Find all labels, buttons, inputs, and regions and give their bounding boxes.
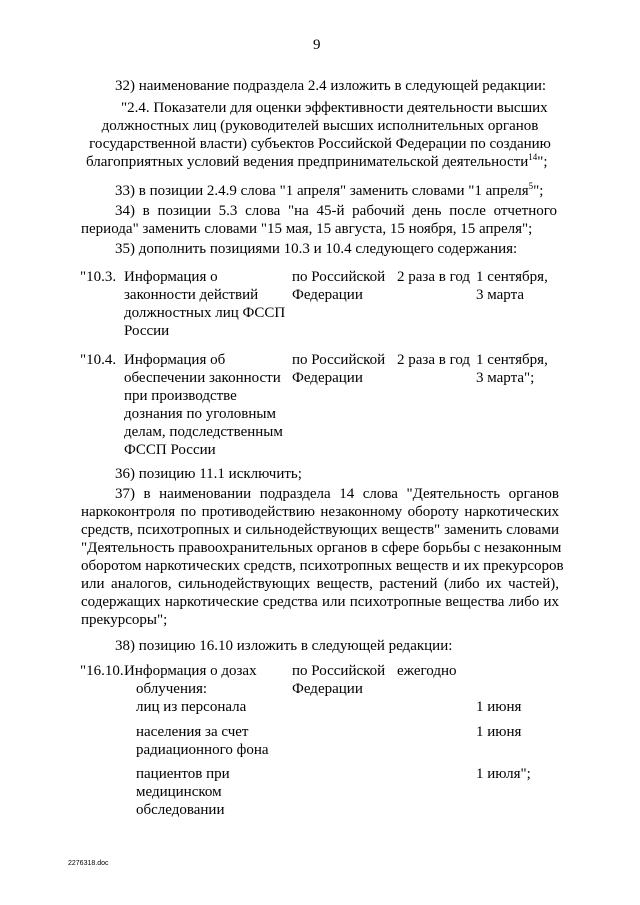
quote-line-4 bbox=[86, 153, 548, 171]
item-37-line-1: 37) в наименовании подраздела 14 слова "Деятельность органов bbox=[115, 486, 559, 502]
item-37-line-7: содержащих наркотические средства или психотропные вещества либо их bbox=[81, 594, 559, 610]
subitem-personnel-date: 1 июня bbox=[476, 699, 522, 715]
row-10-3-info-3: должностных лиц ФССП bbox=[124, 305, 286, 321]
row-10-4-info-3: при производстве bbox=[124, 388, 237, 404]
subitem-population-date: 1 июня bbox=[476, 724, 522, 740]
footnote-5: 5 bbox=[528, 181, 534, 191]
footnote-14: 14 bbox=[528, 152, 538, 162]
item-36: 36) позицию 11.1 исключить; bbox=[115, 466, 302, 482]
row-10-3-date-2: 3 марта bbox=[476, 287, 524, 303]
subitem-population-label-2: радиационного фона bbox=[136, 742, 269, 758]
subitem-patients-date: 1 июля"; bbox=[476, 766, 531, 782]
row-10-4-info-5: делам, подследственным bbox=[124, 424, 283, 440]
subitem-patients-label-2: медицинском bbox=[136, 784, 222, 800]
row-10-3-info-4: России bbox=[124, 323, 170, 339]
subitem-patients-label-1: пациентов при bbox=[136, 766, 230, 782]
row-16-10-scope-1: по Российской bbox=[292, 663, 386, 679]
row-10-3-number: "10.3. bbox=[80, 269, 117, 285]
row-16-10-info-1: Информация о дозах bbox=[124, 663, 257, 679]
subitem-personnel-label: лиц из персонала bbox=[136, 699, 247, 715]
row-10-3-info-1: Информация о bbox=[124, 269, 218, 285]
row-10-4-frequency: 2 раза в год bbox=[397, 352, 471, 368]
item-34-line-2: периода" заменить словами "15 мая, 15 августа, 15 ноября, 15 апреля"; bbox=[81, 221, 533, 237]
item-38: 38) позицию 16.10 изложить в следующей редакции: bbox=[115, 638, 453, 654]
item-37-line-2: наркоконтроля по противодействию незаконному обороту наркотических bbox=[81, 504, 559, 520]
row-10-4-date-1: 1 сентября, bbox=[476, 352, 548, 368]
quote-line-1: "2.4. Показатели для оценки эффективности деятельности высших bbox=[121, 100, 548, 116]
item-37-line-5: оборотом наркотических средств, психотропных веществ и их прекурсоров bbox=[81, 558, 564, 574]
row-10-4-scope-1: по Российской bbox=[292, 352, 386, 368]
item-34-line-1: 34) в позиции 5.3 слова "на 45-й рабочий день после отчетного bbox=[115, 203, 557, 219]
item-33 bbox=[115, 182, 543, 200]
footer-filename: 2276318.doc bbox=[68, 860, 109, 867]
row-10-3-frequency: 2 раза в год bbox=[397, 269, 471, 285]
quote-line-2: должностных лиц (руководителей высших исполнительных органов bbox=[101, 118, 539, 134]
item-35: 35) дополнить позициями 10.3 и 10.4 следующего содержания: bbox=[115, 241, 518, 257]
row-10-3-info-2: законности действий bbox=[124, 287, 259, 303]
row-10-4-info-2: обеспечении законности bbox=[124, 370, 281, 386]
item-37-line-3: средств, психотропных и сильнодействующих веществ" заменить словами bbox=[81, 522, 559, 538]
row-10-4-info-6: ФССП России bbox=[124, 442, 216, 458]
row-10-4-info-4: дознания по уголовным bbox=[124, 406, 276, 422]
page-number: 9 bbox=[313, 37, 321, 53]
item-32: 32) наименование подраздела 2.4 изложить в следующей редакции: bbox=[115, 78, 547, 94]
subitem-population-label-1: населения за счет bbox=[136, 724, 249, 740]
item-37-line-6: или аналогов, сильнодействующих веществ, растений (либо их частей), bbox=[81, 576, 559, 592]
row-16-10-scope-2: Федерации bbox=[292, 681, 363, 697]
row-16-10-number: "16.10. bbox=[80, 663, 124, 679]
row-10-4-date-2: 3 марта"; bbox=[476, 370, 535, 386]
quote-line-4-text: благоприятных условий ведения предпринимательской деятельности bbox=[86, 154, 529, 170]
row-10-4-info-1: Информация об bbox=[124, 352, 226, 368]
row-10-3-date-1: 1 сентября, bbox=[476, 269, 548, 285]
row-10-4-number: "10.4. bbox=[80, 352, 117, 368]
row-10-3-scope-1: по Российской bbox=[292, 269, 386, 285]
row-10-3-scope-2: Федерации bbox=[292, 287, 363, 303]
row-16-10-frequency: ежегодно bbox=[397, 663, 457, 679]
quote-line-3: государственной власти) субъектов Российской Федерации по созданию bbox=[89, 136, 551, 152]
subitem-patients-label-3: обследовании bbox=[136, 802, 225, 818]
item-33-end: "; bbox=[533, 183, 544, 199]
row-16-10-info-2: облучения: bbox=[136, 681, 208, 697]
item-37-line-8: прекурсоры"; bbox=[81, 612, 168, 628]
row-10-4-scope-2: Федерации bbox=[292, 370, 363, 386]
item-37-line-4: "Деятельность правоохранительных органов в сфере борьбы с незаконным bbox=[81, 540, 562, 556]
quote-end: "; bbox=[537, 154, 548, 170]
item-33-text: 33) в позиции 2.4.9 слова "1 апреля" заменить словами "1 апреля bbox=[115, 183, 529, 199]
